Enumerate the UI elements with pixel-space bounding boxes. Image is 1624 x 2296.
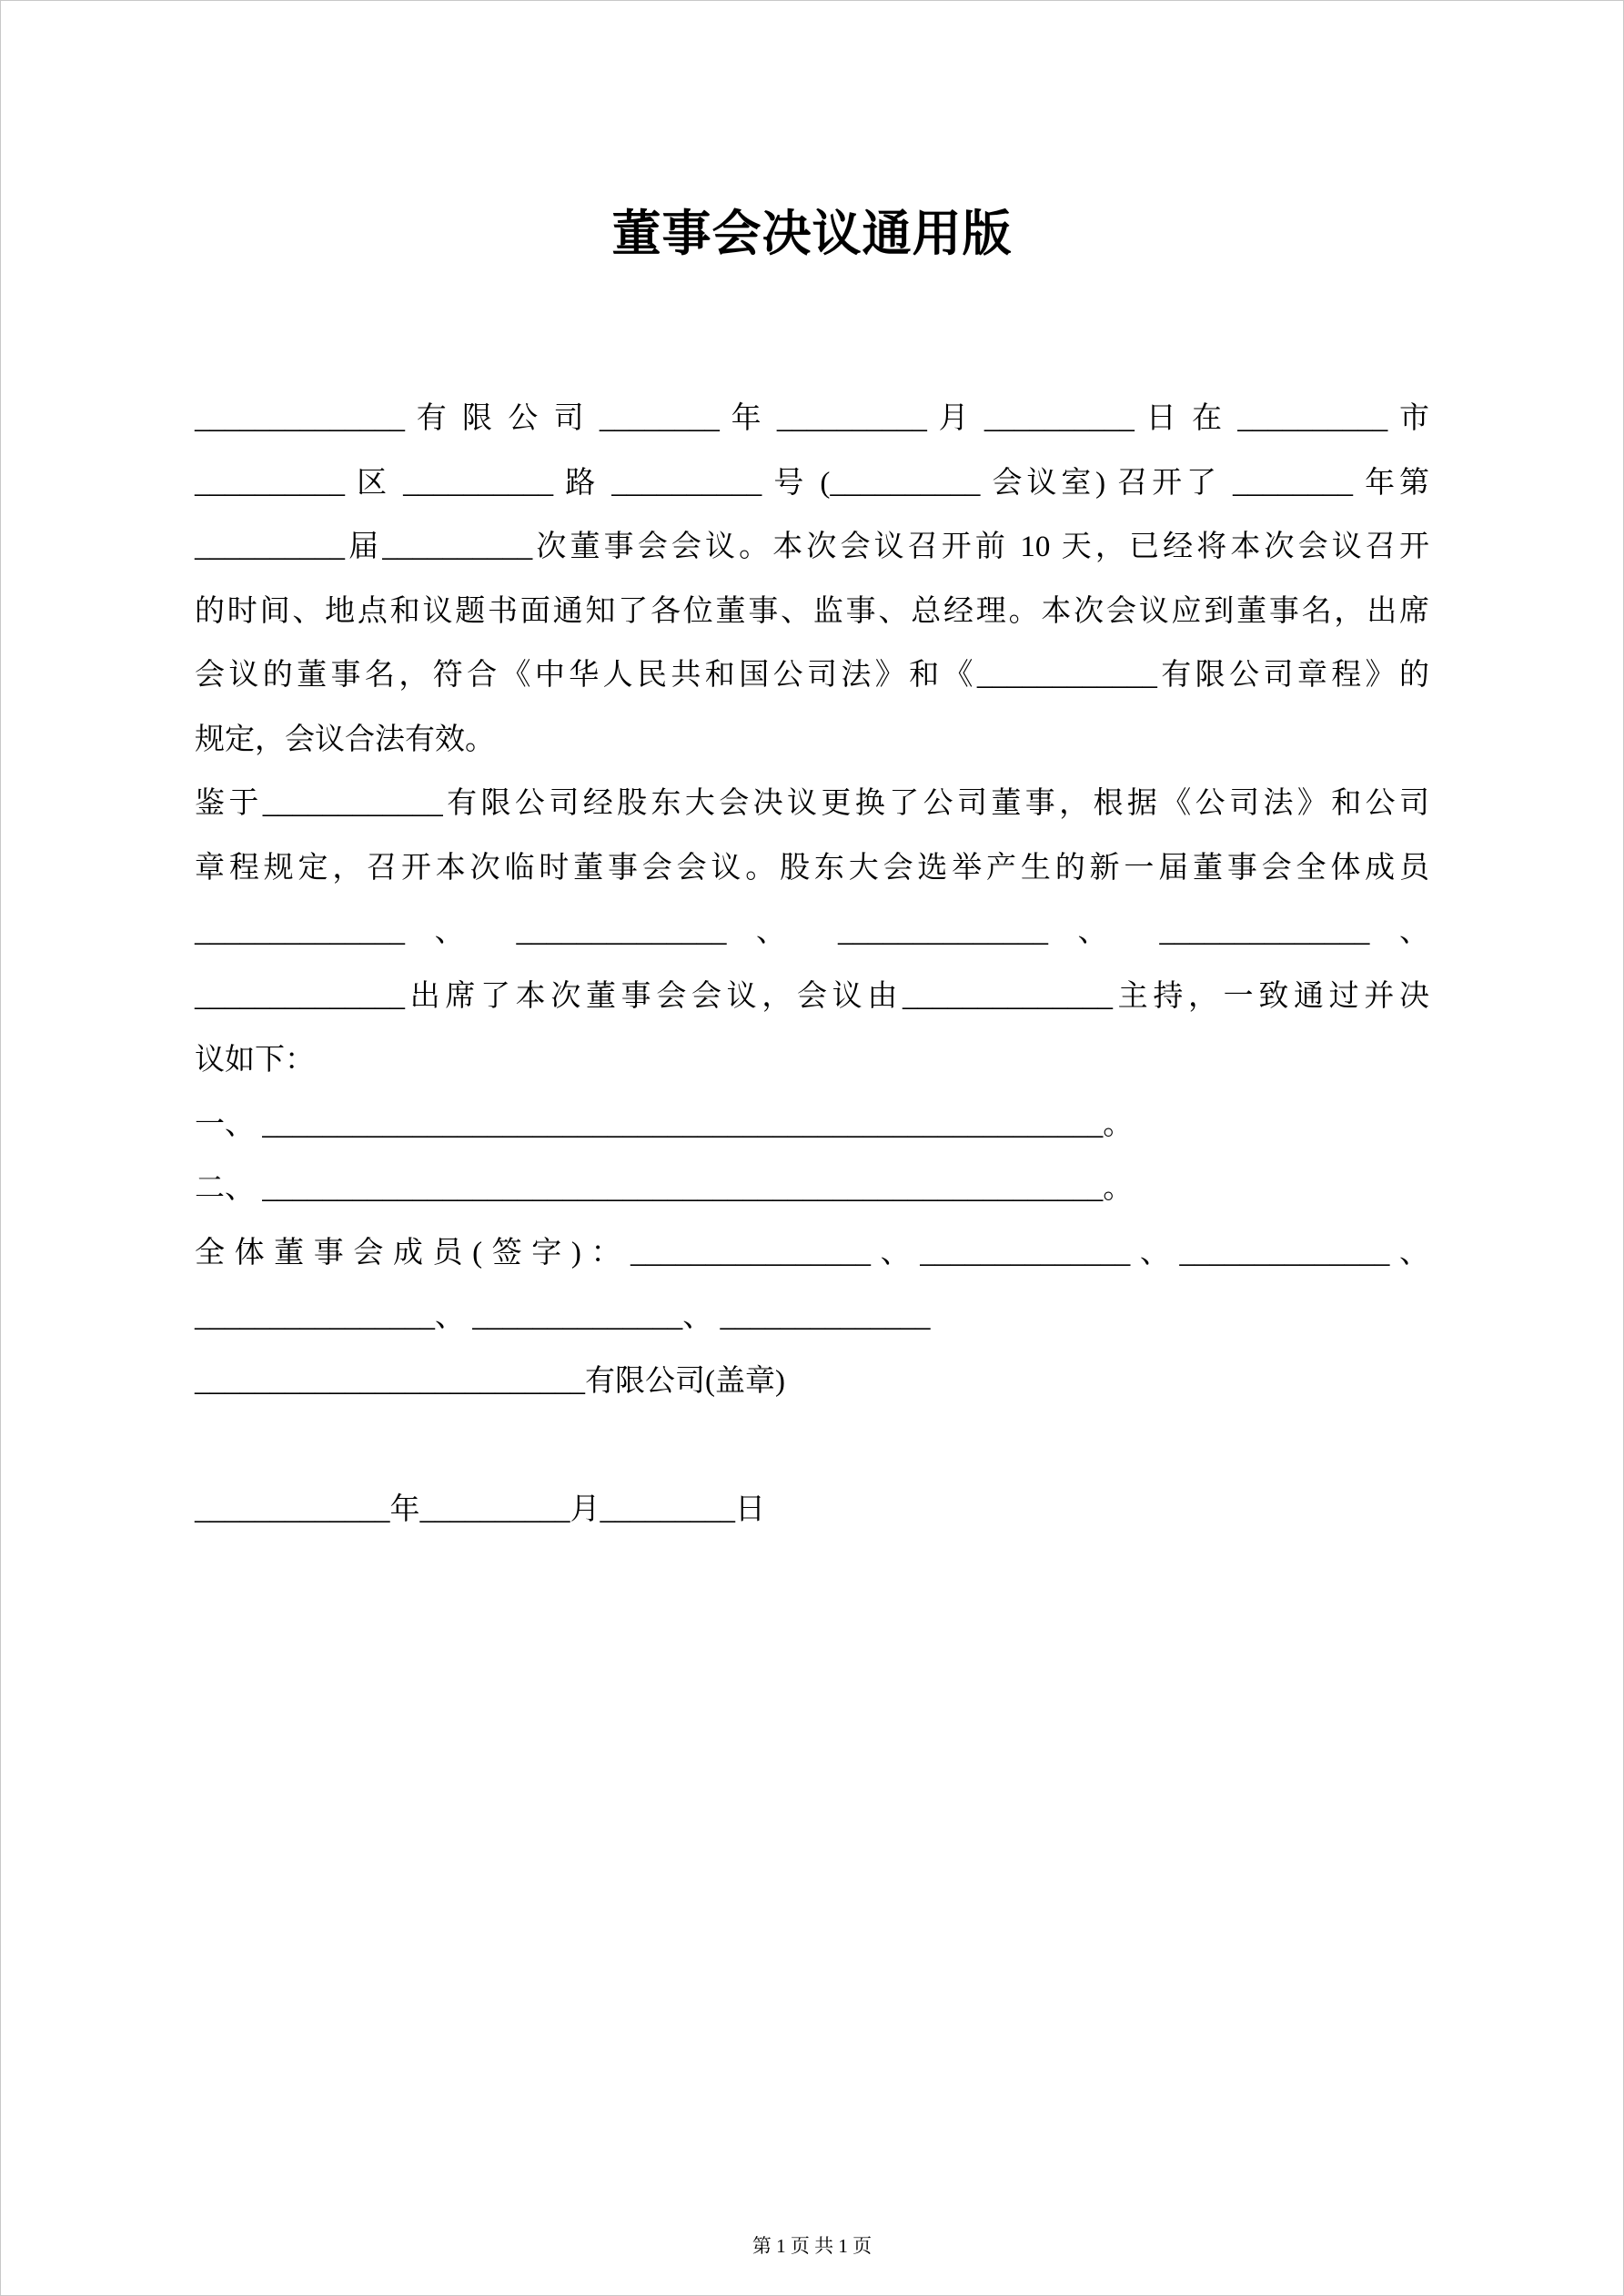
blank-line xyxy=(195,1413,1429,1478)
intro-line-lawful: 会议的董事名，符合《中华人民共和国公司法》和《____________有限公司章程》的 xyxy=(195,659,1429,692)
signature-line-2: ________________、 ______________、 ______________ xyxy=(195,1300,931,1333)
resolution-item-1: 一、 ________________________________________________________。 xyxy=(195,1108,1134,1141)
company-seal-line: __________________________有限公司(盖章) xyxy=(195,1364,785,1398)
intro-line-company-date: ______________ 有 限 公 司 ________ 年 __________ 月 __________ 日 在 __________ 市 xyxy=(195,402,1430,435)
date-line: _____________年__________月_________日 xyxy=(195,1492,765,1526)
intro-line-valid: 规定，会议合法有效。 xyxy=(195,723,495,756)
resolution-intro-line: 议如下： xyxy=(195,1044,315,1077)
document-content xyxy=(1,208,1623,1542)
intro-line-notice: 的时间、地点和议题书面通知了各位董事、监事、总经理。本次会议应到董事名，出席 xyxy=(195,594,1429,628)
attendance-line: ______________出席了本次董事会会议，会议由______________主持，一致通过并决 xyxy=(195,979,1429,1013)
page-footer: 第 1 页 共 1 页 xyxy=(751,2235,873,2257)
whereas-line-1: 鉴于____________有限公司经股东大会决议更换了公司董事，根据《公司法》和公司 xyxy=(195,787,1429,820)
members-blanks-line: ______________ 、 ______________ 、 ______________ 、 ______________ 、 xyxy=(195,915,1429,948)
document-title: 董事会决议通用版 xyxy=(611,207,1013,261)
signature-line-1: 全体董事会成员(签字)：________________、______________、______________、 xyxy=(195,1236,1429,1269)
document-body xyxy=(195,387,1429,1542)
intro-line-address: __________ 区 __________ 路 __________ 号 (__________ 会议室) 召开了 ________ 年第 xyxy=(195,466,1429,500)
whereas-line-2: 章程规定，召开本次临时董事会会议。股东大会选举产生的新一届董事会全体成员 xyxy=(195,851,1429,885)
resolution-item-2: 二、 ________________________________________________________。 xyxy=(195,1172,1134,1205)
intro-line-session: __________届__________次董事会会议。本次会议召开前 10 天，已经将本次会议召开 xyxy=(195,531,1429,563)
